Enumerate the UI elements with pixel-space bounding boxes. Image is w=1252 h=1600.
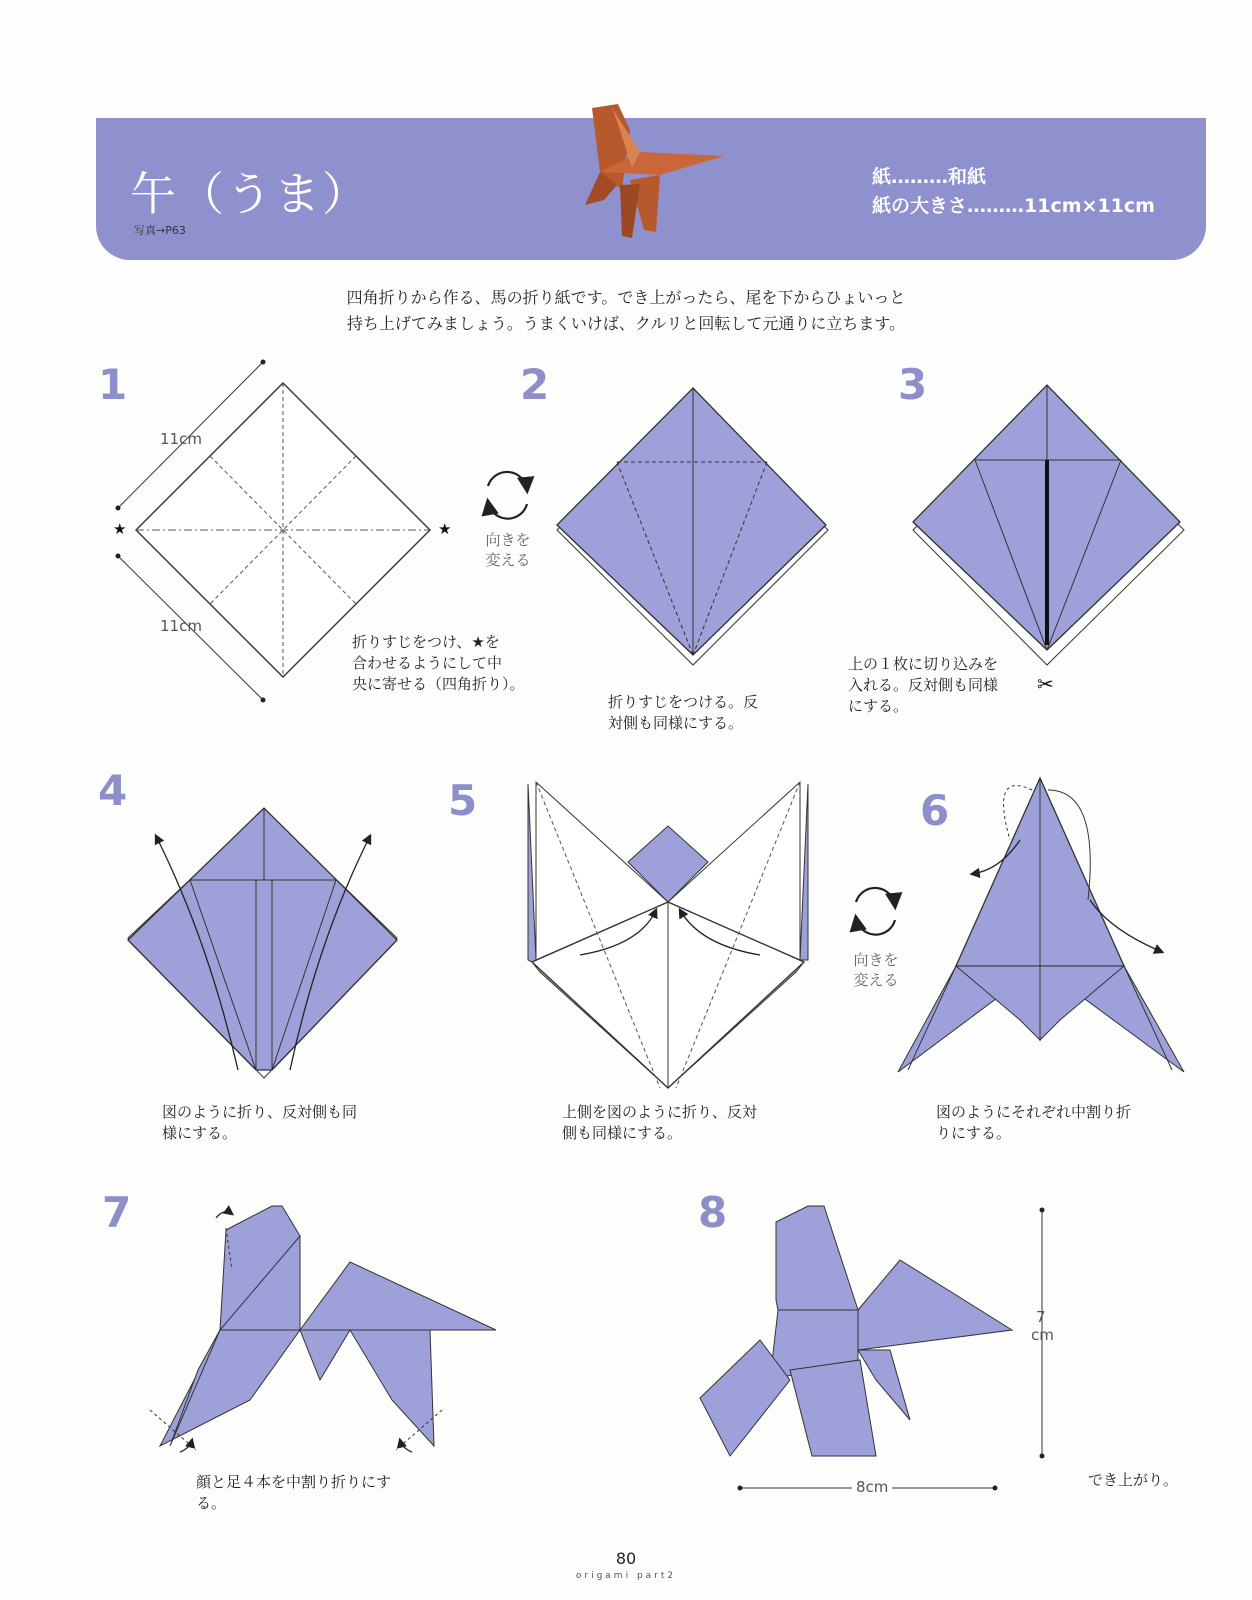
step-6-number: 6 <box>920 786 950 835</box>
height-value: 7 <box>1036 1308 1046 1326</box>
step-8-number: 8 <box>698 1188 728 1237</box>
photo-reference: 写真→P63 <box>134 224 186 237</box>
step-6-caption-line-1: 図のようにそれぞれ中割り折 <box>936 1103 1132 1121</box>
step-8-diagram <box>700 1206 1045 1491</box>
step-7-number: 7 <box>102 1188 132 1237</box>
step-6-caption <box>936 1102 1131 1144</box>
step-1-number: 1 <box>98 360 128 409</box>
paper-type: 紙………和紙 <box>872 166 987 188</box>
step-3-diagram <box>913 385 1184 665</box>
step-1-caption-line-2: 合わせるようにして中 <box>352 654 503 672</box>
step-2-number: 2 <box>520 360 550 409</box>
step-3-caption <box>848 654 998 717</box>
step-8-caption: でき上がり。 <box>1088 1471 1179 1489</box>
step-3-caption-line-3: にする。 <box>848 697 909 715</box>
step-3-caption-line-2: 入れる。反対側も同様 <box>848 676 999 694</box>
step-4-caption <box>162 1102 357 1144</box>
step-2-caption <box>608 692 758 734</box>
step-3-caption-line-1: 上の１枚に切り込みを <box>848 655 999 673</box>
scissors-icon: ✂ <box>1037 672 1054 696</box>
step-4-caption-line-1: 図のように折り、反対側も同 <box>162 1103 358 1121</box>
step-5-caption-line-2: 側も同様にする。 <box>562 1124 683 1142</box>
star-left-icon: ★ <box>113 520 127 538</box>
step-5-number: 5 <box>448 776 478 825</box>
rotate-label-2-line-1: 向きを <box>853 951 899 969</box>
side-length-top: 11cm <box>160 430 202 448</box>
rotate-label-line-2: 変える <box>485 551 531 569</box>
rotate-arrow-icon <box>488 472 527 519</box>
step-4-number: 4 <box>98 766 128 815</box>
rotate-label <box>478 530 538 570</box>
series-name: origami part2 <box>575 1571 677 1581</box>
step-2-caption-line-1: 折りすじをつける。反 <box>608 693 759 711</box>
rotate-label-2-line-2: 変える <box>853 971 899 989</box>
step-2-caption-line-2: 対側も同様にする。 <box>608 714 744 732</box>
width-measure: 8cm <box>852 1478 892 1496</box>
step-5-caption <box>562 1102 757 1144</box>
paper-size: 紙の大きさ………11cm×11cm <box>872 195 1155 217</box>
page-number: 80 <box>615 1549 637 1568</box>
side-length-bottom: 11cm <box>160 617 202 635</box>
step-7-caption-line-1: 顔と足４本を中割り折りにす <box>196 1473 392 1491</box>
step-2-diagram <box>557 388 828 665</box>
step-6-caption-line-2: りにする。 <box>936 1124 1012 1142</box>
intro-line-1: 四角折りから作る、馬の折り紙です。でき上がったら、尾を下からひょいっと <box>346 288 906 307</box>
step-7-caption-line-2: る。 <box>196 1494 227 1512</box>
finished-horse-photo <box>585 104 724 238</box>
rotate-label-line-1: 向きを <box>485 531 531 549</box>
step-3-number: 3 <box>898 360 928 409</box>
step-7-diagram <box>150 1206 496 1452</box>
step-5-caption-line-1: 上側を図のように折り、反対 <box>562 1103 758 1121</box>
star-right-icon: ★ <box>438 520 452 538</box>
height-unit: cm <box>1031 1326 1054 1344</box>
step-7-caption <box>196 1472 391 1514</box>
step-5-diagram <box>528 782 808 1088</box>
step-4-diagram <box>128 808 397 1078</box>
step-1-caption-line-1: 折りすじをつけ、★を <box>352 633 500 651</box>
rotate-arrow-icon-2 <box>856 888 895 935</box>
step-1-caption-line-3: 央に寄せる（四角折り）。 <box>352 675 525 693</box>
rotate-label-2 <box>846 950 906 990</box>
page-title: 午（うま） <box>130 167 370 221</box>
intro-line-2: 持ち上げてみましょう。うまくいけば、クルリと回転して元通りに立ちます。 <box>346 314 906 333</box>
step-1-caption <box>352 632 525 695</box>
step-4-caption-line-2: 様にする。 <box>162 1124 238 1142</box>
